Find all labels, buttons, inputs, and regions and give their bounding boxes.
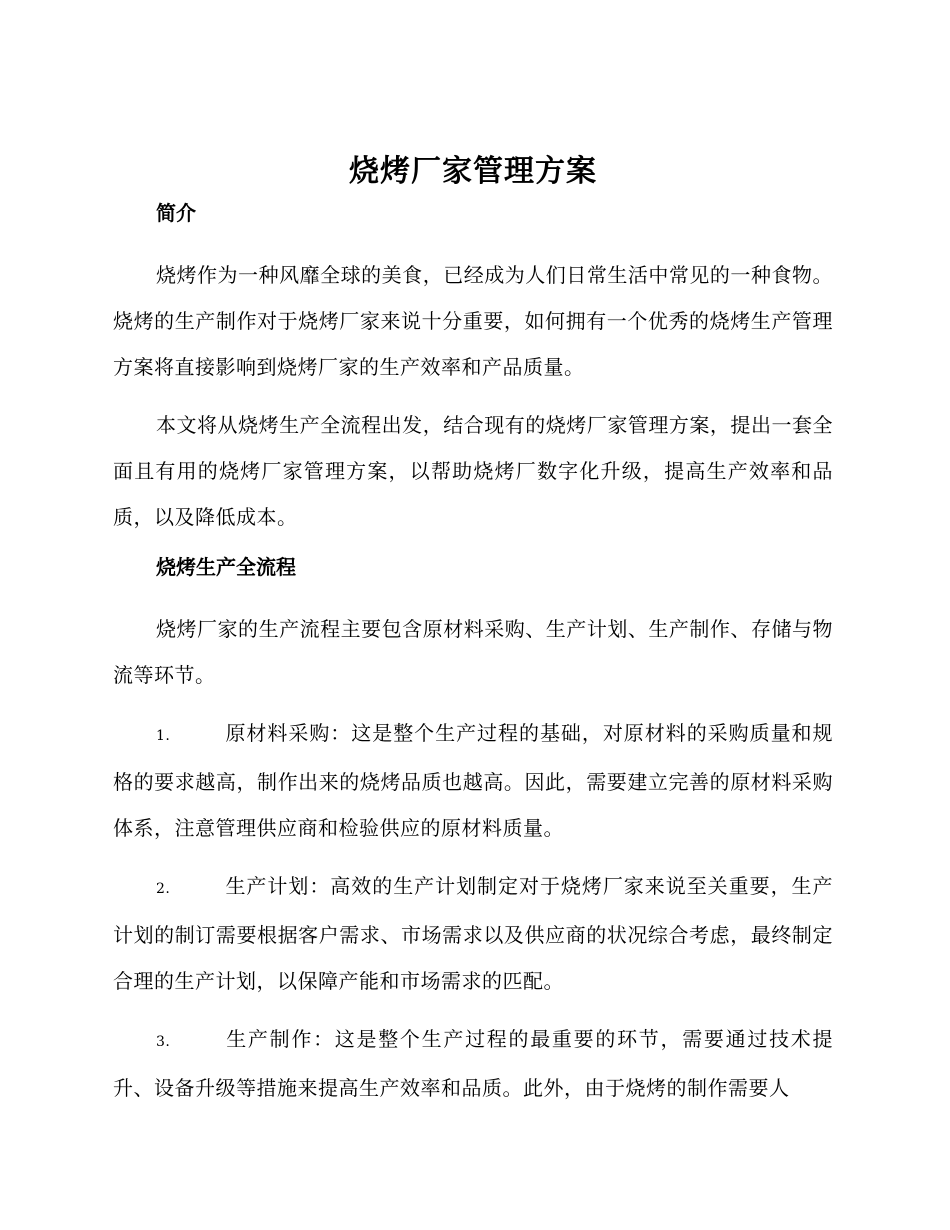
intro-paragraph-2: 本文将从烧烤生产全流程出发，结合现有的烧烤厂家管理方案，提出一套全面且有用的烧烤厂家管理方案，以帮助烧烤厂数字化升级，提高生产效率和品质，以及降低成本。 [113,413,833,529]
list-item-number: 3. [156,1034,171,1050]
list-item [113,710,833,851]
list-item-number: 1. [156,728,171,744]
list-item-text: 原材料采购：这是整个生产过程的基础，对原材料的采购质量和规格的要求越高，制作出来的烧烤品质也越高。因此，需要建立完善的原材料采购体系，注意管理供应商和检验供应的原材料质量。 [113,721,833,840]
list-item [113,1016,833,1111]
list-item [113,863,833,1004]
section-heading-intro: 简介 [156,201,196,225]
intro-paragraph-1: 烧烤作为一种风靡全球的美食，已经成为人们日常生活中常见的一种食物。烧烤的生产制作对于烧烤厂家来说十分重要，如何拥有一个优秀的烧烤生产管理方案将直接影响到烧烤厂家的生产效率和产品质量。 [113,263,833,379]
document-body [113,150,833,1123]
list-item-number: 2. [156,881,171,897]
list-item-text: 生产计划：高效的生产计划制定对于烧烤厂家来说至关重要，生产计划的制订需要根据客户需求、市场需求以及供应商的状况综合考虑，最终制定合理的生产计划，以保障产能和市场需求的匹配。 [113,874,833,993]
process-intro-paragraph: 烧烤厂家的生产流程主要包含原材料采购、生产计划、生产制作、存储与物流等环节。 [113,617,833,687]
list-item-text: 生产制作：这是整个生产过程的最重要的环节，需要通过技术提升、设备升级等措施来提高生产效率和品质。此外，由于烧烤的制作需要人 [113,1027,833,1100]
document-title: 烧烤厂家管理方案 [349,154,597,189]
section-heading-process: 烧烤生产全流程 [156,555,296,579]
